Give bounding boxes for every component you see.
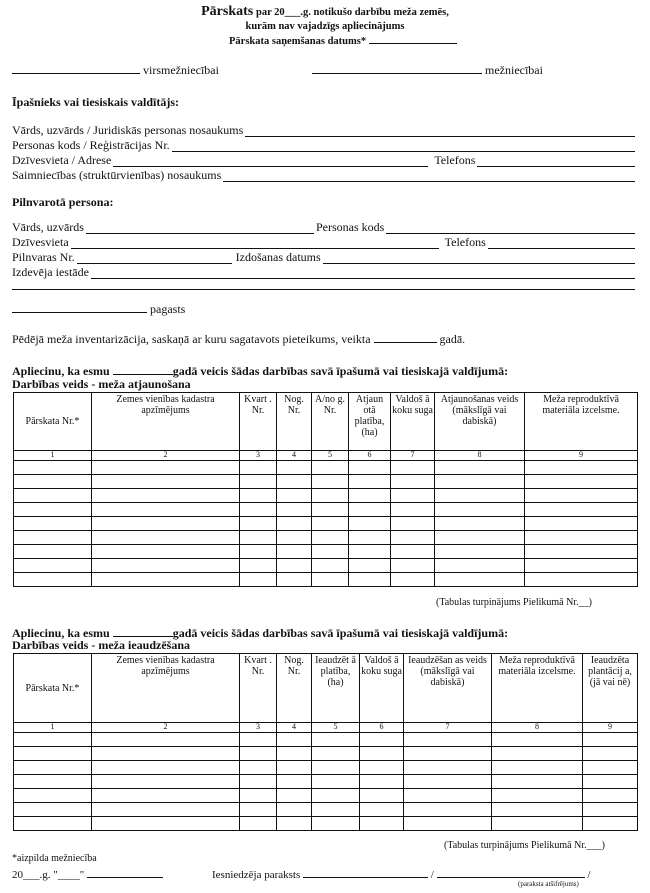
proxy-issuer-row bbox=[12, 266, 635, 280]
table-cell[interactable] bbox=[349, 474, 391, 488]
table-header-row bbox=[14, 654, 638, 723]
table-cell[interactable] bbox=[277, 516, 312, 530]
regional-label: virsmežniecībai bbox=[143, 63, 219, 77]
table-cell[interactable] bbox=[360, 802, 404, 816]
proxy-issuer-field[interactable] bbox=[91, 269, 635, 279]
col-header: Nog. Nr. bbox=[277, 393, 312, 451]
table-cell[interactable] bbox=[14, 746, 92, 760]
owner-code-field[interactable] bbox=[172, 142, 635, 152]
col-number: 9 bbox=[583, 723, 638, 733]
col-number: 2 bbox=[92, 723, 240, 733]
owner-address-field[interactable] bbox=[113, 157, 428, 167]
table-cell[interactable] bbox=[583, 816, 638, 830]
col-number: 6 bbox=[360, 723, 404, 733]
col-header: Ieaudzēta plantācij a, (jā vai nē) bbox=[583, 654, 638, 723]
table-cell[interactable] bbox=[92, 774, 240, 788]
table-cell[interactable] bbox=[92, 788, 240, 802]
table-row[interactable] bbox=[14, 746, 638, 760]
table-cell[interactable] bbox=[240, 816, 277, 830]
table-cell[interactable] bbox=[404, 802, 492, 816]
table-cell[interactable] bbox=[240, 774, 277, 788]
table-row[interactable] bbox=[14, 816, 638, 830]
section2-continuation: (Tabulas turpinājums Pielikumā Nr.___) bbox=[444, 840, 605, 851]
table-cell[interactable] bbox=[240, 488, 277, 502]
table-cell[interactable] bbox=[525, 572, 638, 586]
table-cell[interactable] bbox=[492, 746, 583, 760]
afforestation-table bbox=[13, 653, 638, 831]
col-header: Atjaunošanas veids (mākslīgā vai dabiskā) bbox=[435, 393, 525, 451]
table-cell[interactable] bbox=[525, 530, 638, 544]
title-word: Pārskats bbox=[201, 4, 254, 19]
col-header: Pārskata Nr.* bbox=[14, 393, 92, 451]
table-cell[interactable] bbox=[240, 544, 277, 558]
col-header: Valdoš ā koku suga bbox=[391, 393, 435, 451]
title-line2: kurām nav vajadzīgs apliecinājums bbox=[245, 21, 405, 32]
col-header: Meža reproduktīvā materiāla izcelsme. bbox=[492, 654, 583, 723]
signature-slash-end: / bbox=[587, 869, 591, 881]
table-cell[interactable] bbox=[312, 746, 360, 760]
table-cell[interactable] bbox=[14, 774, 92, 788]
table-cell[interactable] bbox=[360, 774, 404, 788]
table-cell[interactable] bbox=[583, 802, 638, 816]
table-row[interactable] bbox=[14, 802, 638, 816]
owner-phone-label: Telefons bbox=[434, 153, 476, 167]
section1-cert-pre: Apliecinu, ka esmu bbox=[12, 364, 110, 378]
table-cell[interactable] bbox=[492, 816, 583, 830]
col-header: Ieaudzēt ā platība, (ha) bbox=[312, 654, 360, 723]
table-cell[interactable] bbox=[525, 544, 638, 558]
table-cell[interactable] bbox=[525, 460, 638, 474]
col-header: Zemes vienības kadastra apzīmējums bbox=[92, 393, 240, 451]
col-header: Kvart . Nr. bbox=[240, 393, 277, 451]
table-cell[interactable] bbox=[92, 516, 240, 530]
table-cell[interactable] bbox=[349, 488, 391, 502]
table-cell[interactable] bbox=[312, 572, 349, 586]
table-cell[interactable] bbox=[360, 760, 404, 774]
table-cell[interactable] bbox=[525, 474, 638, 488]
table-cell[interactable] bbox=[14, 474, 92, 488]
section2-kind: Darbības veids - meža ieaudzēšana bbox=[12, 638, 190, 652]
section2-cert-pre: Apliecinu, ka esmu bbox=[12, 626, 110, 640]
table-cell[interactable] bbox=[435, 474, 525, 488]
owner-name-row bbox=[12, 124, 635, 138]
table-cell[interactable] bbox=[92, 474, 240, 488]
inventory-suffix: gadā. bbox=[439, 332, 466, 346]
table-cell[interactable] bbox=[435, 572, 525, 586]
table-cell[interactable] bbox=[240, 760, 277, 774]
parish-label: pagasts bbox=[150, 302, 186, 316]
table-row[interactable] bbox=[14, 760, 638, 774]
proxy-residence-row bbox=[12, 236, 635, 250]
table-cell[interactable] bbox=[583, 732, 638, 746]
table-cell[interactable] bbox=[312, 802, 360, 816]
regional-field[interactable] bbox=[12, 64, 140, 74]
owner-name-field[interactable] bbox=[245, 127, 635, 137]
table-cell[interactable] bbox=[492, 760, 583, 774]
table-cell[interactable] bbox=[312, 488, 349, 502]
table-cell[interactable] bbox=[240, 460, 277, 474]
proxy-code-field[interactable] bbox=[386, 224, 635, 234]
col-number: 1 bbox=[14, 723, 92, 733]
afforestation-table-body[interactable] bbox=[14, 732, 638, 830]
col-number: 2 bbox=[92, 451, 240, 461]
table-cell[interactable] bbox=[404, 816, 492, 830]
table-cell[interactable] bbox=[349, 502, 391, 516]
table-cell[interactable] bbox=[404, 746, 492, 760]
table-cell[interactable] bbox=[14, 760, 92, 774]
table-cell[interactable] bbox=[240, 558, 277, 572]
table-cell[interactable] bbox=[492, 774, 583, 788]
table-cell[interactable] bbox=[240, 474, 277, 488]
col-number: 5 bbox=[312, 723, 360, 733]
col-number: 6 bbox=[349, 451, 391, 461]
table-cell[interactable] bbox=[391, 572, 435, 586]
proxy-extra-line[interactable] bbox=[12, 280, 635, 290]
table-cell[interactable] bbox=[312, 732, 360, 746]
col-number: 7 bbox=[404, 723, 492, 733]
table-cell[interactable] bbox=[312, 516, 349, 530]
table-cell[interactable] bbox=[14, 816, 92, 830]
table-cell[interactable] bbox=[391, 460, 435, 474]
table-cell[interactable] bbox=[92, 488, 240, 502]
col-header: Zemes vienības kadastra apzīmējums bbox=[92, 654, 240, 723]
table-cell[interactable] bbox=[525, 516, 638, 530]
table-cell[interactable] bbox=[435, 558, 525, 572]
proxy-phone-field[interactable] bbox=[488, 239, 635, 249]
table-cell[interactable] bbox=[525, 558, 638, 572]
table-cell[interactable] bbox=[277, 760, 312, 774]
table-cell[interactable] bbox=[277, 460, 312, 474]
col-number: 8 bbox=[435, 451, 525, 461]
footer-date-field[interactable] bbox=[87, 868, 163, 878]
table-cell[interactable] bbox=[435, 530, 525, 544]
table-cell[interactable] bbox=[312, 558, 349, 572]
table-cell[interactable] bbox=[583, 774, 638, 788]
table-cell[interactable] bbox=[277, 788, 312, 802]
table-cell[interactable] bbox=[349, 572, 391, 586]
table-cell[interactable] bbox=[404, 760, 492, 774]
table-cell[interactable] bbox=[277, 530, 312, 544]
title-rest: par 20___.g. notikušo darbību meža zemēs, bbox=[255, 7, 449, 18]
table-row[interactable] bbox=[14, 544, 638, 558]
table-cell[interactable] bbox=[312, 816, 360, 830]
owner-heading: Īpašnieks vai tiesiskais valdītājs: bbox=[12, 95, 180, 109]
table-cell[interactable] bbox=[92, 460, 240, 474]
table-cell[interactable] bbox=[349, 544, 391, 558]
table-row[interactable] bbox=[14, 774, 638, 788]
table-cell[interactable] bbox=[435, 502, 525, 516]
section2-year-field[interactable] bbox=[113, 627, 173, 637]
col-number: 7 bbox=[391, 451, 435, 461]
table-row[interactable] bbox=[14, 502, 638, 516]
table-cell[interactable] bbox=[404, 788, 492, 802]
col-number: 5 bbox=[312, 451, 349, 461]
table-cell[interactable] bbox=[92, 760, 240, 774]
regional-row bbox=[12, 64, 219, 78]
owner-code-row bbox=[12, 139, 635, 153]
table-cell[interactable] bbox=[14, 460, 92, 474]
table-row[interactable] bbox=[14, 460, 638, 474]
col-header: Pārskata Nr.* bbox=[14, 654, 92, 723]
local-row bbox=[312, 64, 543, 78]
table-cell[interactable] bbox=[92, 544, 240, 558]
table-number-row bbox=[14, 451, 638, 461]
table-cell[interactable] bbox=[277, 474, 312, 488]
col-header: Nog. Nr. bbox=[277, 654, 312, 723]
table-cell[interactable] bbox=[391, 530, 435, 544]
col-number: 9 bbox=[525, 451, 638, 461]
local-label: mežniecībai bbox=[485, 63, 543, 77]
table-cell[interactable] bbox=[525, 502, 638, 516]
col-number: 3 bbox=[240, 451, 277, 461]
table-cell[interactable] bbox=[92, 530, 240, 544]
table-row[interactable] bbox=[14, 474, 638, 488]
table-cell[interactable] bbox=[277, 488, 312, 502]
proxy-residence-label: Dzīvesvieta bbox=[12, 235, 69, 249]
inventory-year-field[interactable] bbox=[374, 333, 437, 343]
owner-code-label: Personas kods / Reģistrācijas Nr. bbox=[12, 138, 170, 152]
table-cell[interactable] bbox=[14, 572, 92, 586]
table-cell[interactable] bbox=[277, 746, 312, 760]
inventory-text: Pēdējā meža inventarizācija, saskaņā ar kuru sagatavots pieteikums, veikta bbox=[12, 332, 371, 346]
table-cell[interactable] bbox=[92, 502, 240, 516]
table-row[interactable] bbox=[14, 572, 638, 586]
owner-address-label: Dzīvesvieta / Adrese bbox=[12, 153, 112, 167]
proxy-name-label: Vārds, uzvārds bbox=[12, 220, 84, 234]
table-cell[interactable] bbox=[525, 488, 638, 502]
table-row[interactable] bbox=[14, 732, 638, 746]
form-title bbox=[0, 4, 650, 20]
table-cell[interactable] bbox=[14, 516, 92, 530]
table-cell[interactable] bbox=[92, 816, 240, 830]
parish-row bbox=[12, 303, 185, 317]
inventory-row bbox=[12, 333, 465, 347]
section1-year-field[interactable] bbox=[113, 365, 173, 375]
table-cell[interactable] bbox=[360, 816, 404, 830]
table-cell[interactable] bbox=[349, 516, 391, 530]
signature-decode-caption: (paraksta atšifrējums) bbox=[518, 880, 579, 888]
receipt-date-label: Pārskata saņemšanas datums* bbox=[229, 36, 367, 47]
proxy-poa-label: Pilnvaras Nr. bbox=[12, 250, 75, 264]
owner-address-row bbox=[12, 154, 635, 168]
col-header: A/no g. Nr. bbox=[312, 393, 349, 451]
parish-field[interactable] bbox=[12, 303, 147, 313]
proxy-issue-date-label: Izdošanas datums bbox=[235, 250, 321, 264]
table-cell[interactable] bbox=[240, 502, 277, 516]
proxy-issuer-label: Izdevēja iestāde bbox=[12, 265, 89, 279]
proxy-name-row bbox=[12, 221, 635, 235]
table-cell[interactable] bbox=[92, 746, 240, 760]
table-cell[interactable] bbox=[240, 802, 277, 816]
table-cell[interactable] bbox=[277, 774, 312, 788]
table-cell[interactable] bbox=[277, 558, 312, 572]
table-cell[interactable] bbox=[404, 732, 492, 746]
table-cell[interactable] bbox=[312, 502, 349, 516]
owner-phone-field[interactable] bbox=[477, 157, 635, 167]
proxy-residence-field[interactable] bbox=[71, 239, 439, 249]
signature-decode-field[interactable] bbox=[437, 868, 585, 878]
col-number: 4 bbox=[277, 723, 312, 733]
section1-kind: Darbības veids - meža atjaunošana bbox=[12, 377, 191, 391]
section1-cert-post: gadā veicis šādas darbības savā īpašumā vai tiesiskajā valdījumā: bbox=[172, 364, 509, 378]
signature-label: Iesniedzēja paraksts bbox=[212, 869, 301, 881]
table-cell[interactable] bbox=[240, 530, 277, 544]
table-cell[interactable] bbox=[92, 572, 240, 586]
table-cell[interactable] bbox=[435, 544, 525, 558]
table-cell[interactable] bbox=[349, 460, 391, 474]
col-number: 3 bbox=[240, 723, 277, 733]
table-row[interactable] bbox=[14, 530, 638, 544]
table-cell[interactable] bbox=[312, 530, 349, 544]
col-number: 4 bbox=[277, 451, 312, 461]
table-cell[interactable] bbox=[391, 488, 435, 502]
table-cell[interactable] bbox=[277, 544, 312, 558]
table-cell[interactable] bbox=[312, 774, 360, 788]
proxy-poa-row bbox=[12, 251, 635, 265]
table-cell[interactable] bbox=[360, 732, 404, 746]
table-cell[interactable] bbox=[14, 488, 92, 502]
table-cell[interactable] bbox=[583, 760, 638, 774]
table-number-row bbox=[14, 723, 638, 733]
proxy-issue-date-field[interactable] bbox=[323, 254, 635, 264]
table-row[interactable] bbox=[14, 516, 638, 530]
owner-unit-row bbox=[12, 169, 635, 183]
proxy-heading: Pilnvarotā persona: bbox=[12, 195, 114, 209]
table-cell[interactable] bbox=[404, 774, 492, 788]
table-cell[interactable] bbox=[391, 544, 435, 558]
restoration-table-body[interactable] bbox=[14, 460, 638, 586]
table-cell[interactable] bbox=[14, 544, 92, 558]
table-cell[interactable] bbox=[349, 530, 391, 544]
table-cell[interactable] bbox=[240, 746, 277, 760]
table-cell[interactable] bbox=[435, 460, 525, 474]
owner-name-label: Vārds, uzvārds / Juridiskās personas nosaukums bbox=[12, 123, 244, 137]
table-cell[interactable] bbox=[583, 788, 638, 802]
col-header: Kvart . Nr. bbox=[240, 654, 277, 723]
receipt-date-field[interactable] bbox=[369, 34, 457, 44]
table-cell[interactable] bbox=[240, 788, 277, 802]
table-cell[interactable] bbox=[312, 760, 360, 774]
table-cell[interactable] bbox=[391, 502, 435, 516]
table-cell[interactable] bbox=[14, 502, 92, 516]
table-cell[interactable] bbox=[240, 732, 277, 746]
table-cell[interactable] bbox=[277, 816, 312, 830]
table-cell[interactable] bbox=[277, 732, 312, 746]
col-header: Atjaun otā platība, (ha) bbox=[349, 393, 391, 451]
table-cell[interactable] bbox=[583, 746, 638, 760]
table-cell[interactable] bbox=[391, 474, 435, 488]
proxy-poa-field[interactable] bbox=[77, 254, 232, 264]
table-cell[interactable] bbox=[277, 802, 312, 816]
table-cell[interactable] bbox=[92, 558, 240, 572]
col-header: Valdoš ā koku suga bbox=[360, 654, 404, 723]
table-cell[interactable] bbox=[312, 544, 349, 558]
col-header: Meža reproduktīvā materiāla izcelsme. bbox=[525, 393, 638, 451]
table-cell[interactable] bbox=[14, 788, 92, 802]
proxy-phone-label: Telefons bbox=[444, 235, 486, 249]
table-cell[interactable] bbox=[391, 516, 435, 530]
table-row[interactable] bbox=[14, 788, 638, 802]
receipt-date-row bbox=[229, 34, 457, 48]
table-cell[interactable] bbox=[391, 558, 435, 572]
table-cell[interactable] bbox=[240, 572, 277, 586]
table-cell[interactable] bbox=[277, 572, 312, 586]
table-cell[interactable] bbox=[349, 558, 391, 572]
table-cell[interactable] bbox=[360, 746, 404, 760]
col-header: Ieaudzēšan as veids (mākslīgā vai dabiskā) bbox=[404, 654, 492, 723]
footer-date-row bbox=[12, 868, 163, 882]
table-row[interactable] bbox=[14, 488, 638, 502]
section1-continuation: (Tabulas turpinājums Pielikumā Nr.__) bbox=[436, 597, 592, 608]
table-cell[interactable] bbox=[360, 788, 404, 802]
table-header-row bbox=[14, 393, 638, 451]
local-field[interactable] bbox=[312, 64, 482, 74]
section2-cert-post: gadā veicis šādas darbības savā īpašumā vai tiesiskajā valdījumā: bbox=[172, 626, 509, 640]
table-cell[interactable] bbox=[14, 530, 92, 544]
footer-date: 20___.g. "____" bbox=[12, 869, 85, 881]
table-cell[interactable] bbox=[312, 474, 349, 488]
table-cell[interactable] bbox=[14, 802, 92, 816]
table-cell[interactable] bbox=[14, 732, 92, 746]
table-cell[interactable] bbox=[277, 502, 312, 516]
restoration-table bbox=[13, 392, 638, 587]
col-number: 8 bbox=[492, 723, 583, 733]
signature-field[interactable] bbox=[303, 868, 428, 878]
table-row[interactable] bbox=[14, 558, 638, 572]
table-cell[interactable] bbox=[492, 802, 583, 816]
table-cell[interactable] bbox=[14, 558, 92, 572]
table-cell[interactable] bbox=[435, 516, 525, 530]
proxy-code-label: Personas kods bbox=[315, 220, 385, 234]
footer-note: *aizpilda mežniecība bbox=[12, 853, 97, 864]
col-number: 1 bbox=[14, 451, 92, 461]
table-cell[interactable] bbox=[240, 516, 277, 530]
table-cell[interactable] bbox=[492, 788, 583, 802]
proxy-name-field[interactable] bbox=[86, 224, 314, 234]
table-cell[interactable] bbox=[492, 732, 583, 746]
table-cell[interactable] bbox=[92, 802, 240, 816]
table-cell[interactable] bbox=[435, 488, 525, 502]
table-cell[interactable] bbox=[92, 732, 240, 746]
table-cell[interactable] bbox=[312, 460, 349, 474]
owner-unit-label: Saimniecības (struktūrvienības) nosaukums bbox=[12, 168, 222, 182]
owner-unit-field[interactable] bbox=[223, 172, 635, 182]
table-cell[interactable] bbox=[312, 788, 360, 802]
signature-slash: / bbox=[430, 869, 434, 881]
